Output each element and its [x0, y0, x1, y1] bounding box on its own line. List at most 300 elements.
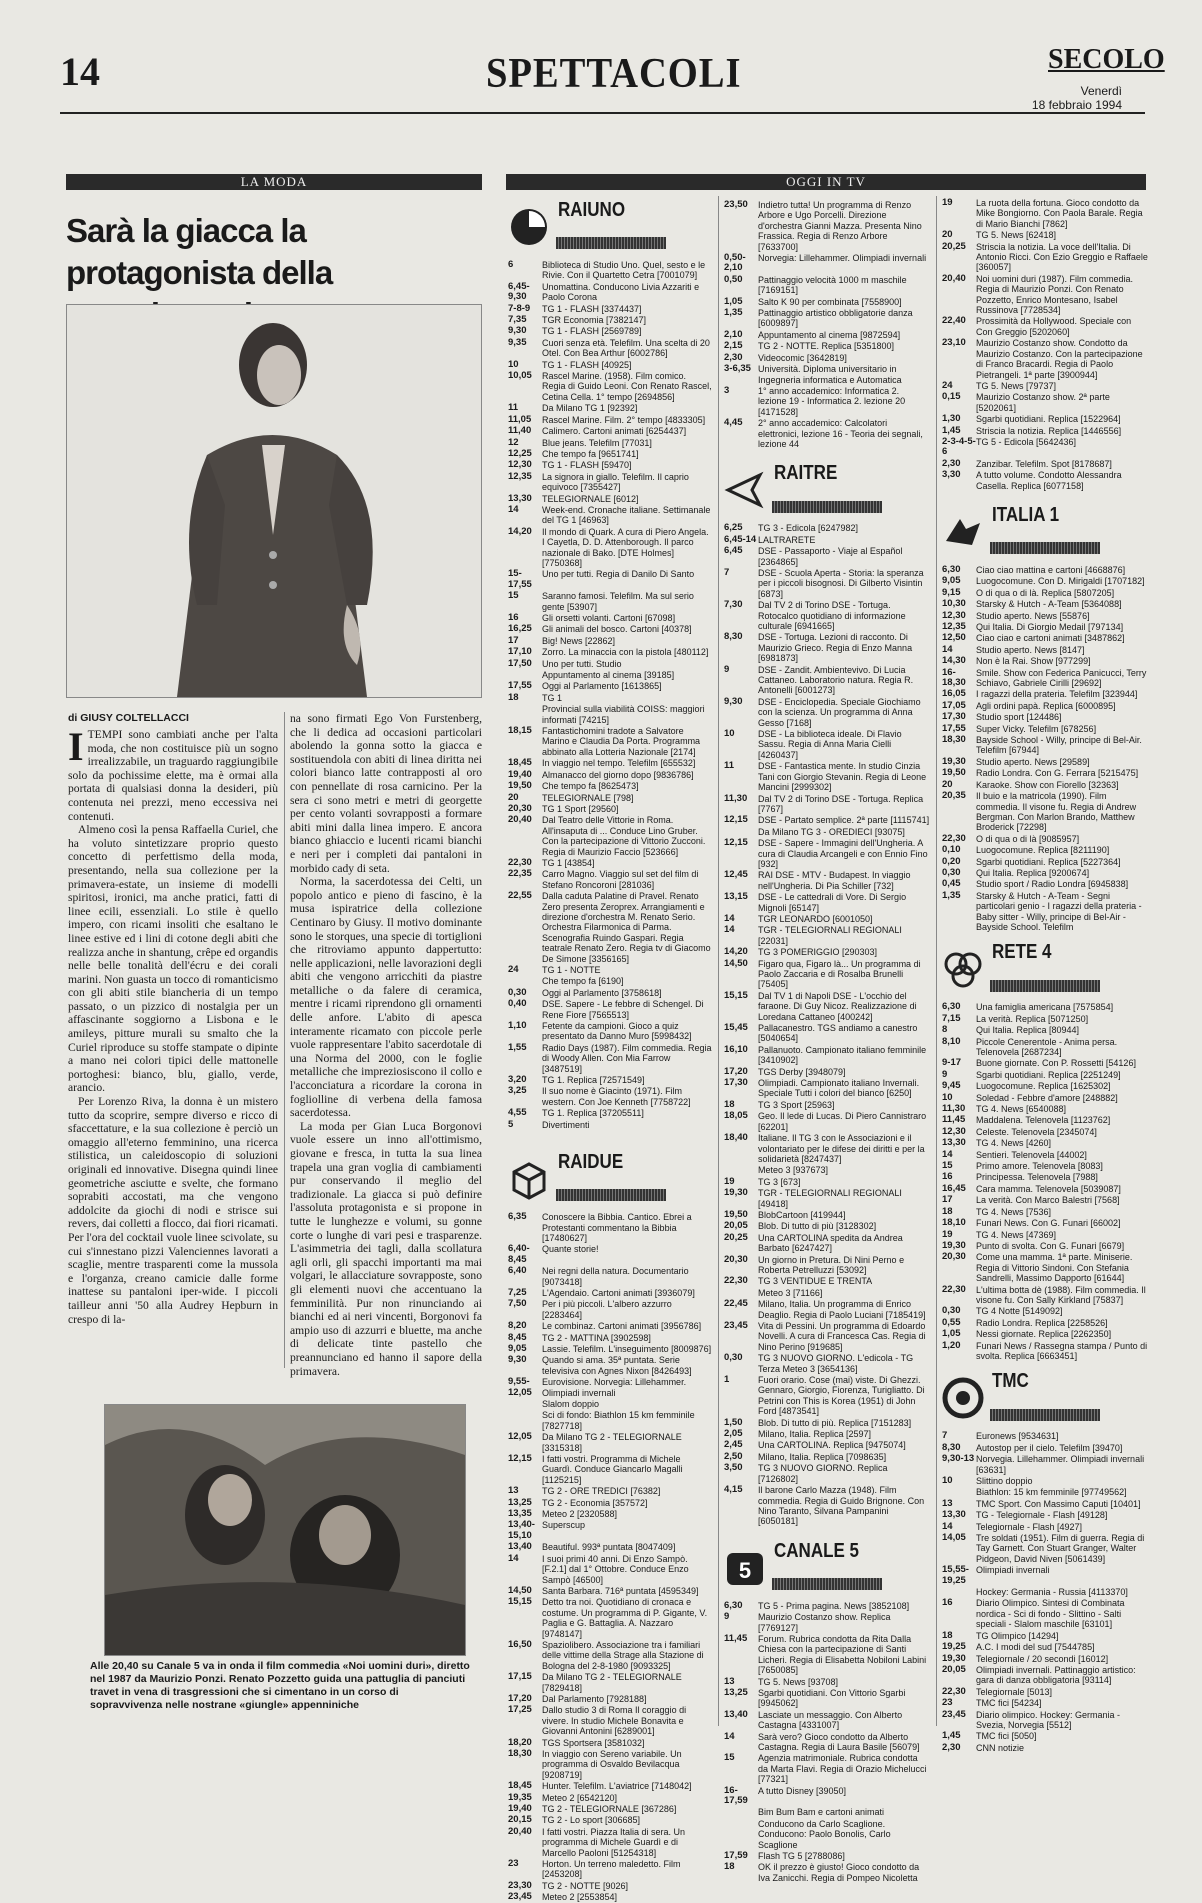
program-entry	[724, 1452, 930, 1462]
program-description: Zanzibar. Telefilm. Spot [8178687]	[976, 458, 1112, 469]
program-description: I suoi primi 40 anni. Di Enzo Sampò. [F.2.1] dal 1° Ottobre. Conduce Enzo Sampò [46500]	[542, 1553, 689, 1585]
program-time: 13,25	[508, 1496, 532, 1508]
header-rule	[60, 112, 1145, 114]
program-description: In viaggio con Sereno variabile. Un programma di Osvaldo Bevilacqua [9208719]	[542, 1749, 682, 1780]
program-description: Biathlon: 15 km femminile [97749562]	[976, 1487, 1127, 1498]
program-description: TG 1 - FLASH [3374437]	[542, 303, 642, 314]
raidue-schedule	[508, 1212, 712, 1903]
program-entry	[942, 1172, 1148, 1182]
program-description: A tutto volume. Condotto Alessandra Casella. Replica [6077158]	[976, 470, 1122, 491]
program-description: I fatti vostri. Piazza Italia di sera. Un programma di Michele Guardì e di Marcello Paoloni [51254318]	[542, 1826, 686, 1858]
program-entry	[508, 1827, 712, 1858]
program-time: 15,15	[508, 1596, 532, 1608]
program-description: TG 5 - Prima pagina. News [3852108]	[758, 1600, 910, 1611]
program-time: 23,45	[942, 1708, 966, 1720]
program-description: Dallo studio 3 di Roma Il coraggio di vivere. In studio Michele Bonavita e Giovanni Antonini [6289001]	[542, 1705, 687, 1737]
rete4-schedule	[942, 1002, 1148, 1361]
program-description: Agli ordini papà. Replica [6000895]	[976, 700, 1116, 711]
program-time: 12,15	[724, 837, 748, 849]
program-entry	[724, 1753, 930, 1784]
program-entry	[508, 1520, 712, 1541]
program-time: 12,30	[942, 1125, 966, 1137]
issue-date	[1032, 84, 1122, 112]
program-description: Buone giornate. Con P. Rossetti [54126]	[976, 1058, 1136, 1069]
issue-full-date: 18 febbraio 1994	[1031, 98, 1122, 112]
raidue-night-schedule	[724, 200, 930, 449]
program-time: 20,30	[942, 1251, 966, 1263]
program-time	[508, 670, 542, 680]
canale5-evening-schedule	[942, 198, 1148, 491]
program-description: Sgarbi quotidiani. Replica [1522964]	[976, 414, 1121, 425]
program-entry	[942, 1318, 1148, 1328]
program-time: 2,15	[724, 340, 743, 352]
program-description: TGR - TELEGIORNALI REGIONALI [49418]	[758, 1188, 902, 1209]
program-time: 13,35	[508, 1508, 532, 1520]
program-description: Telegiornale [5013]	[976, 1686, 1053, 1697]
program-time: 4,45	[724, 417, 743, 429]
program-time: 22,30	[942, 832, 966, 844]
program-description: TG 1. Replica [37205511]	[542, 1108, 644, 1119]
program-entry	[508, 505, 712, 526]
channel-header-tmc	[942, 1370, 1148, 1421]
program-entry	[942, 1184, 1148, 1194]
program-time: 8,20	[508, 1320, 527, 1332]
program-entry	[508, 1705, 712, 1736]
program-time: 1,45	[942, 1730, 961, 1742]
program-time: 7,25	[508, 1286, 527, 1298]
program-entry	[942, 611, 1148, 621]
program-entry	[942, 459, 1148, 469]
program-description: Ciao ciao e cartoni animati [3487862]	[976, 633, 1125, 644]
program-description: TG 3 NUOVO GIORNO. L'edicola - TG Terza Meteo 3 [3654136]	[758, 1353, 914, 1374]
program-time: 1,05	[942, 1328, 961, 1340]
program-entry	[942, 1522, 1148, 1532]
program-entry	[942, 1476, 1148, 1486]
program-time: 9-17	[942, 1057, 962, 1069]
program-time: 19,50	[724, 1208, 748, 1220]
program-description: Super Vicky. Telefilm [678256]	[976, 723, 1097, 734]
program-description: Piccole Cenerentole - Anima persa. Telenovela [2687234]	[976, 1036, 1118, 1057]
program-time: 1,30	[942, 413, 961, 425]
program-entry	[508, 793, 712, 803]
program-entry	[508, 1542, 712, 1552]
program-description: La signora in giallo. Telefilm. Il caprio equivoco [7355427]	[542, 471, 689, 493]
program-time: 3,25	[508, 1085, 527, 1097]
program-description: Una CARTOLINA spedita da Andrea Barbato [6247427]	[758, 1232, 903, 1254]
program-entry	[942, 1598, 1148, 1629]
program-time: 22,40	[942, 315, 966, 327]
program-entry	[942, 316, 1148, 337]
program-entry	[724, 632, 930, 663]
program-entry	[508, 1399, 712, 1409]
program-description: DSE - Tortuga. Lezioni di racconto. Di Maurizio Grieco. Regia di Enzo Manna [6981873]	[758, 632, 913, 664]
program-entry	[508, 360, 712, 370]
program-description: Il suo nome è Giacinto (1971). Film western. Con Joe Kenneth [7758722]	[542, 1086, 691, 1107]
channel-header-raidue	[508, 1150, 712, 1202]
program-time: 19	[942, 197, 953, 208]
program-entry	[942, 198, 1148, 229]
program-time: 11,45	[724, 1632, 748, 1644]
italia1-logo-icon	[942, 511, 984, 553]
program-entry	[724, 1677, 930, 1687]
program-time: 14,50	[508, 1584, 532, 1596]
program-time: 5	[508, 1118, 514, 1130]
program-entry	[942, 668, 1148, 689]
program-entry	[724, 1429, 930, 1439]
program-entry	[508, 1021, 712, 1042]
program-description: Biblioteca di Studio Uno. Quel, sesto e le Rivie. Con il Quartetto Cetra [7001079]	[542, 260, 706, 281]
program-entry	[724, 1601, 930, 1611]
moda-paragraph	[68, 724, 278, 823]
program-entry	[724, 1485, 930, 1527]
program-description: Maurizio Costanzo show. Condotto da Maurizio Costanzo. Con la partecipazione di Franco Bracardi. Regia di Paolo Pietrangeli. 1ª parte [3900944]	[976, 338, 1143, 380]
program-description: Radio Londra. Con G. Ferrara [5215475]	[976, 768, 1139, 779]
program-entry	[508, 624, 712, 634]
channel-name: RETE 4	[992, 941, 1052, 964]
soldiers-in-jungle-illustration	[105, 1405, 465, 1655]
program-description: Calimero. Cartoni animati [6254437]	[542, 426, 687, 437]
program-entry	[724, 1299, 930, 1320]
channel-name: ITALIA 1	[992, 503, 1060, 526]
program-time: 6,25	[724, 522, 743, 534]
program-description: Uno per tutti. Studio	[542, 658, 622, 669]
program-entry	[724, 1255, 930, 1276]
newspaper-logo: SECOLO	[1048, 44, 1165, 75]
program-description: Luogocomune. Con D. Mirigaldi [1707182]	[976, 576, 1145, 587]
program-entry	[942, 1341, 1148, 1362]
program-time: 13	[724, 1675, 735, 1687]
program-description: TG Olimpico [14294]	[976, 1630, 1059, 1641]
program-time: 19,30	[724, 1187, 748, 1199]
program-entry	[508, 403, 712, 413]
program-description: Studio aperto. News [29589]	[976, 756, 1090, 767]
channel-name: RAIUNO	[558, 198, 626, 221]
program-entry	[508, 1043, 712, 1074]
program-time: 9,30	[508, 325, 527, 337]
channel-header-raiuno	[508, 198, 712, 250]
program-entry	[724, 364, 930, 385]
program-description: TG 4. News [6540088]	[976, 1104, 1067, 1115]
program-entry	[942, 868, 1148, 878]
program-time	[508, 976, 542, 986]
program-time: 7,35	[508, 314, 527, 326]
program-time: 8,30	[724, 631, 743, 643]
program-description: Appuntamento al cinema [39185]	[542, 670, 675, 681]
program-description: TG 3 Sport [25963]	[758, 1099, 835, 1110]
program-time: 6,45-14	[724, 533, 757, 545]
program-time: 16,25	[508, 623, 532, 635]
program-time: 22,55	[508, 890, 532, 902]
program-time: 15	[508, 590, 519, 602]
program-description: Sgarbi quotidiani. Con Vittorio Sgarbi [9945062]	[758, 1687, 906, 1709]
program-entry	[724, 1165, 930, 1175]
program-time: 14	[724, 912, 735, 924]
program-description: TGR LEONARDO [6001050]	[758, 913, 873, 924]
program-time: 12,05	[508, 1431, 532, 1443]
program-entry	[508, 1333, 712, 1343]
program-entry	[942, 1306, 1148, 1316]
channel-name: RAIDUE	[558, 1150, 624, 1173]
program-entry	[724, 568, 930, 599]
page-number: 14	[60, 49, 100, 94]
program-description: Hunter. Telefilm. L'aviatrice [7148042]	[542, 1781, 692, 1792]
program-description: Il barone Carlo Mazza (1948). Film commedia. Regia di Guido Brignone. Con Nino Taranto, Silvana Pampanini [6050181]	[758, 1485, 925, 1527]
program-description: Università. Diploma universitario in Ingegneria informatica e Automatica	[758, 364, 902, 385]
channel-bar	[772, 1578, 882, 1590]
program-time: 13,15	[724, 891, 748, 903]
raiuno-schedule	[508, 260, 712, 1130]
program-entry	[724, 914, 930, 924]
program-description: Sgarbi quotidiani. Replica [5227364]	[976, 856, 1121, 867]
program-description: Qui Italia. Replica [9200674]	[976, 867, 1090, 878]
program-description: TG 1	[542, 692, 563, 703]
program-time: 17,20	[508, 1692, 532, 1704]
program-entry	[508, 999, 712, 1020]
moda-headline: Sarà la giacca la protagonista della	[66, 212, 333, 291]
program-time: 2-3-4-5-6	[942, 435, 976, 458]
program-time: 8,45	[508, 1331, 527, 1343]
program-description: Milano, Italia. Un programma di Enrico Deaglio. Regia di Paolo Luciani [7185419]	[758, 1299, 926, 1320]
program-description: Striscia la notizia. La voce dell'Italia. Di Antonio Ricci. Con Ezio Greggio e Raffaele [360057]	[976, 241, 1148, 273]
moda-paragraph: Almeno così la pensa Raffaella Curiel, che ha voluto sintetizzare proprio questo concetto di perfettismo della moda, presentando, nella sua collezione per la primavera-estate, un insieme di modelli spiritosi, ironici, ma anche pratici, fatti di linee ecili, essenziali. Lo stile è quello impero, con ricami insoliti che esaltano le linee estive ed i lini di cotone degli abiti che realizza anche in shantung, crêpe ed organdis nelle belle tonalità dell'écru e dei corali marini. Non guasta un tocco di romanticismo con gli abiti stile biancheria di un tempo passato, o un pizzico di nostalgia per un affascinante soggiorno a Lisbona e le amileys, pitture murali su smalto che la Curiel riproduce su stoffe stampate o dipinte a mano nei colori tipici delle mattonelle portoghesi: bianco, blu, giallo, verde, arancio.	[68, 823, 278, 1095]
program-description: Uno per tutti. Regia di Danilo Di Santo	[542, 569, 695, 580]
program-time: 9,45	[942, 1080, 961, 1092]
program-time: 19,30	[942, 1652, 966, 1664]
program-time: 6,40	[508, 1265, 527, 1277]
moda-paragraph: La moda per Gian Luca Borgonovi vuole essere un inno all'ottimismo, giovane e fresca, in tutta la sua linea trapela una gran voglia di cambiamenti pur conservando il meglio del tradizionale. La giacca si può definire l'assoluta protagonista e si propone in tutte le lunghezze e volumi, su gonne corte o lunghe di vari pesi e trasparenze. L'asimmetria dei tagli, dalla scollatura agli orli, gli spacchi importanti ma mai volgari, le allacciature sovrapposte, sono gli elementi nuovi che accentuano la femminilità. Pur non rinunciando ai bianchi ed ai neri vincenti, Borgonovi fa ampio uso di azzurri e bluette, ma anche di delicate tinte pastello che preannunciano ed hanno il sapore della primavera.	[290, 1119, 482, 1378]
program-time: 9,30	[508, 1354, 527, 1366]
program-entry	[942, 381, 1148, 391]
program-description: 1° anno accademico: Informatica 2. lezione 19 - Informatica 2. lezione 20 [4171528]	[758, 385, 906, 417]
program-description: Nei regni della natura. Documentario [9073418]	[542, 1266, 689, 1287]
program-entry	[942, 1698, 1148, 1708]
program-description: Funari News / Rassegna stampa / Punto di svolta. Replica [6663451]	[976, 1340, 1148, 1361]
program-entry	[724, 297, 930, 307]
program-entry	[724, 1732, 930, 1753]
program-entry	[942, 656, 1148, 666]
program-entry	[724, 1177, 930, 1187]
program-time: 0,30	[942, 866, 961, 878]
program-time: 19	[942, 1228, 953, 1240]
program-entry	[508, 1086, 712, 1107]
program-description: Meteo 2 [2553854]	[542, 1892, 618, 1903]
program-time: 16-17,59	[724, 1784, 748, 1807]
program-time: 17,10	[508, 646, 532, 658]
program-entry	[942, 1665, 1148, 1686]
program-description: TG 2 - NOTTE [9026]	[542, 1880, 629, 1891]
program-time: 15,55-19,25	[942, 1564, 969, 1586]
program-time: 13,30	[508, 492, 532, 504]
program-description: I ragazzi della prateria. Telefilm [323944]	[976, 689, 1138, 700]
channel-bar	[556, 237, 666, 249]
program-entry	[942, 1138, 1148, 1148]
program-description: Meteo 2 [2320588]	[542, 1509, 618, 1520]
program-time: 12,50	[942, 632, 966, 644]
program-time: 4,15	[724, 1484, 743, 1496]
program-time	[942, 1487, 976, 1497]
program-description: La verità. Replica [5071250]	[976, 1013, 1089, 1024]
program-entry	[508, 804, 712, 814]
program-time: 2,50	[724, 1450, 743, 1462]
program-description: Carro Magno. Viaggio sul set del film di Stefano Roncoroni [281036]	[542, 869, 699, 890]
program-entry	[942, 1510, 1148, 1520]
program-entry	[724, 815, 930, 825]
program-description: Detto tra noi. Quotidiano di cronaca e costume. Un programma di P. Gigante, V. Paglia e G. Battaglia. A. Nazzaro [9748147]	[542, 1597, 708, 1639]
program-entry	[724, 386, 930, 417]
program-entry	[724, 1786, 930, 1807]
program-entry	[942, 834, 1148, 844]
program-entry	[724, 838, 930, 869]
program-entry	[508, 670, 712, 680]
program-entry	[942, 1443, 1148, 1453]
program-entry	[508, 1355, 712, 1376]
program-entry	[508, 1694, 712, 1704]
program-time: 18	[942, 1205, 953, 1217]
program-time: 14,05	[942, 1532, 966, 1544]
program-entry	[942, 426, 1148, 436]
program-description: Conoscere la Bibbia. Cantico. Ebrei a Protestanti commentano la Bibbia [17480627]	[542, 1212, 692, 1243]
program-time: 7,50	[508, 1298, 527, 1310]
program-entry	[508, 1486, 712, 1496]
program-entry	[942, 1037, 1148, 1058]
program-description: DSE - Scuola Aperta - Storia: la speranza per i piccoli bisognosi. Di Gilberto Visintin [6873]	[758, 567, 924, 599]
program-time: 3	[724, 384, 730, 396]
program-description: DSE - La biblioteca ideale. Di Flavio Sassu. Regia di Anna Maria Cielli [4260437]	[758, 729, 902, 760]
program-time: 11,45	[942, 1114, 966, 1126]
program-description: Le combinaz. Cartoni animati [3956786]	[542, 1321, 702, 1332]
program-entry	[508, 460, 712, 470]
program-description: Euronews [9534631]	[976, 1431, 1059, 1442]
program-time: 10	[724, 728, 735, 740]
program-time: 17,20	[724, 1065, 748, 1077]
program-time: 7,15	[942, 1012, 961, 1024]
program-description: RAI DSE - MTV - Budapest. In viaggio nell'Ungheria. Di Pia Schiller [732]	[758, 870, 911, 891]
program-entry	[942, 622, 1148, 632]
program-description: Gli animali del bosco. Cartoni [40378]	[542, 624, 692, 635]
program-description: Almanacco del giorno dopo [9836786]	[542, 769, 694, 780]
program-entry	[724, 1463, 930, 1484]
program-description: LALTRARETE	[758, 534, 816, 545]
program-time: 20,15	[508, 1814, 532, 1826]
program-entry	[508, 1454, 712, 1485]
program-description: Week-end. Cronache italiane. Settimanale del TG 1 [46963]	[542, 504, 711, 526]
program-time: 1,55	[508, 1041, 527, 1053]
program-entry	[724, 1688, 930, 1709]
program-description: Che tempo fa [8625473]	[542, 781, 639, 792]
program-time: 14	[508, 1552, 519, 1564]
program-time: 0,45	[942, 878, 961, 890]
program-description: TG 3 POMERIGGIO [290303]	[758, 947, 878, 958]
program-time: 17,30	[724, 1077, 748, 1089]
program-entry	[724, 275, 930, 296]
program-time: 17,05	[942, 699, 966, 711]
program-time: 12	[508, 436, 519, 448]
program-time: 4,55	[508, 1107, 527, 1119]
program-time: 19,30	[942, 1239, 966, 1251]
program-time: 2,30	[942, 457, 961, 469]
program-description: Noi uomini duri (1987). Film commedia. Regia di Maurizio Ponzi. Con Renato Pozzetto, Enrico Montesano, Isabel Russinova [7728534]	[976, 273, 1134, 316]
program-time: 2,45	[724, 1439, 743, 1451]
program-time: 1,35	[942, 889, 961, 901]
program-description: Soledad - Febbre d'amore [248882]	[976, 1092, 1118, 1103]
program-time: 0,20	[942, 855, 961, 867]
program-entry	[724, 1819, 930, 1850]
program-entry	[508, 1299, 712, 1320]
program-description: Oggi al Parlamento [3758618]	[542, 987, 662, 998]
program-entry	[724, 1078, 930, 1099]
program-description: Funari News. Con G. Funari [66002]	[976, 1218, 1121, 1229]
program-time	[724, 1288, 758, 1298]
photo-caption: Alle 20,40 su Canale 5 va in onda il film commedia «Noi uomini duri», diretto nel 1987 da Maurizio Ponzi. Renato Pozzetto guida una pattuglia di panciuti travet in vena di trasgressioni che si cimentano in un corso di sopravvivenza nelle nostrane «giungle» appenniniche	[90, 1660, 470, 1711]
program-description: Pattinaggio artistico obbligatorie danza [6009897]	[758, 308, 913, 329]
program-entry	[942, 1743, 1148, 1753]
program-time: 23	[942, 1697, 953, 1709]
program-time: 19,50	[508, 780, 532, 792]
program-time: 17,59	[724, 1850, 748, 1862]
program-time: 7-8-9	[508, 302, 531, 314]
program-entry	[942, 1252, 1148, 1283]
program-entry	[508, 426, 712, 436]
program-time: 19,30	[942, 755, 966, 767]
program-time: 24	[508, 964, 519, 975]
program-description: Non è la Rai. Show [977299]	[976, 656, 1091, 667]
program-time: 16-18,30	[942, 666, 966, 689]
program-description: Studio sport [124486]	[976, 712, 1062, 723]
program-time: 23	[508, 1858, 519, 1870]
program-description: Bayside School - Willy, principe di Bel-Air. Telefilm [67944]	[976, 735, 1142, 756]
program-time: 22,45	[724, 1298, 748, 1310]
program-description: Che tempo fa [9651741]	[542, 448, 639, 459]
program-time: 17,15	[508, 1671, 532, 1683]
channel-header-italia1	[942, 503, 1148, 555]
program-entry	[724, 1023, 930, 1044]
program-entry	[508, 647, 712, 657]
program-entry	[724, 1634, 930, 1676]
program-time: 19,40	[508, 768, 532, 780]
program-description: TG 5. News [62418]	[976, 230, 1057, 241]
raiuno-logo-icon	[508, 206, 550, 248]
channel-bar	[990, 1409, 1100, 1421]
column-divider	[284, 712, 285, 1368]
program-time: 20,05	[724, 1220, 748, 1232]
program-description: Fantastichomini tradote a Salvatore Marino e Claudia Da Porta. Programma abbinato alla Lotteria Nazionale [2174]	[542, 726, 701, 757]
program-description: Sci di fondo: Biathlon 15 km femminile [7827718]	[542, 1410, 695, 1431]
program-entry	[508, 1075, 712, 1085]
program-description: Nessi giornate. Replica [2262350]	[976, 1329, 1112, 1340]
program-description: TG 5 - Edicola [5642436]	[976, 436, 1077, 447]
program-time: 20,25	[724, 1231, 748, 1243]
program-description: Gli orsetti volanti. Cartoni [67098]	[542, 613, 676, 623]
program-time: 12,15	[724, 814, 748, 826]
program-time: 20,35	[942, 790, 966, 802]
program-description: Principessa. Telenovela [7988]	[976, 1172, 1098, 1183]
program-entry	[724, 1133, 930, 1164]
program-time: 14,20	[508, 525, 532, 537]
program-entry	[942, 1070, 1148, 1080]
program-entry	[724, 1276, 930, 1286]
tv-section-bar: OGGI IN TV	[506, 174, 1146, 190]
program-entry	[942, 1195, 1148, 1205]
program-time	[724, 1819, 758, 1850]
program-entry	[508, 726, 712, 757]
program-description: TG 3 VENTIDUE E TRENTA	[758, 1276, 873, 1287]
program-entry	[724, 947, 930, 957]
program-time: 11,30	[942, 1103, 966, 1115]
program-description: Dal TV 2 di Torino DSE - Tortuga. Replica [7767]	[758, 793, 924, 814]
rete4-logo-icon	[942, 948, 984, 990]
program-description: Una CARTOLINA. Replica [9475074]	[758, 1440, 906, 1451]
program-description: Meteo 2 [6542120]	[542, 1792, 618, 1803]
